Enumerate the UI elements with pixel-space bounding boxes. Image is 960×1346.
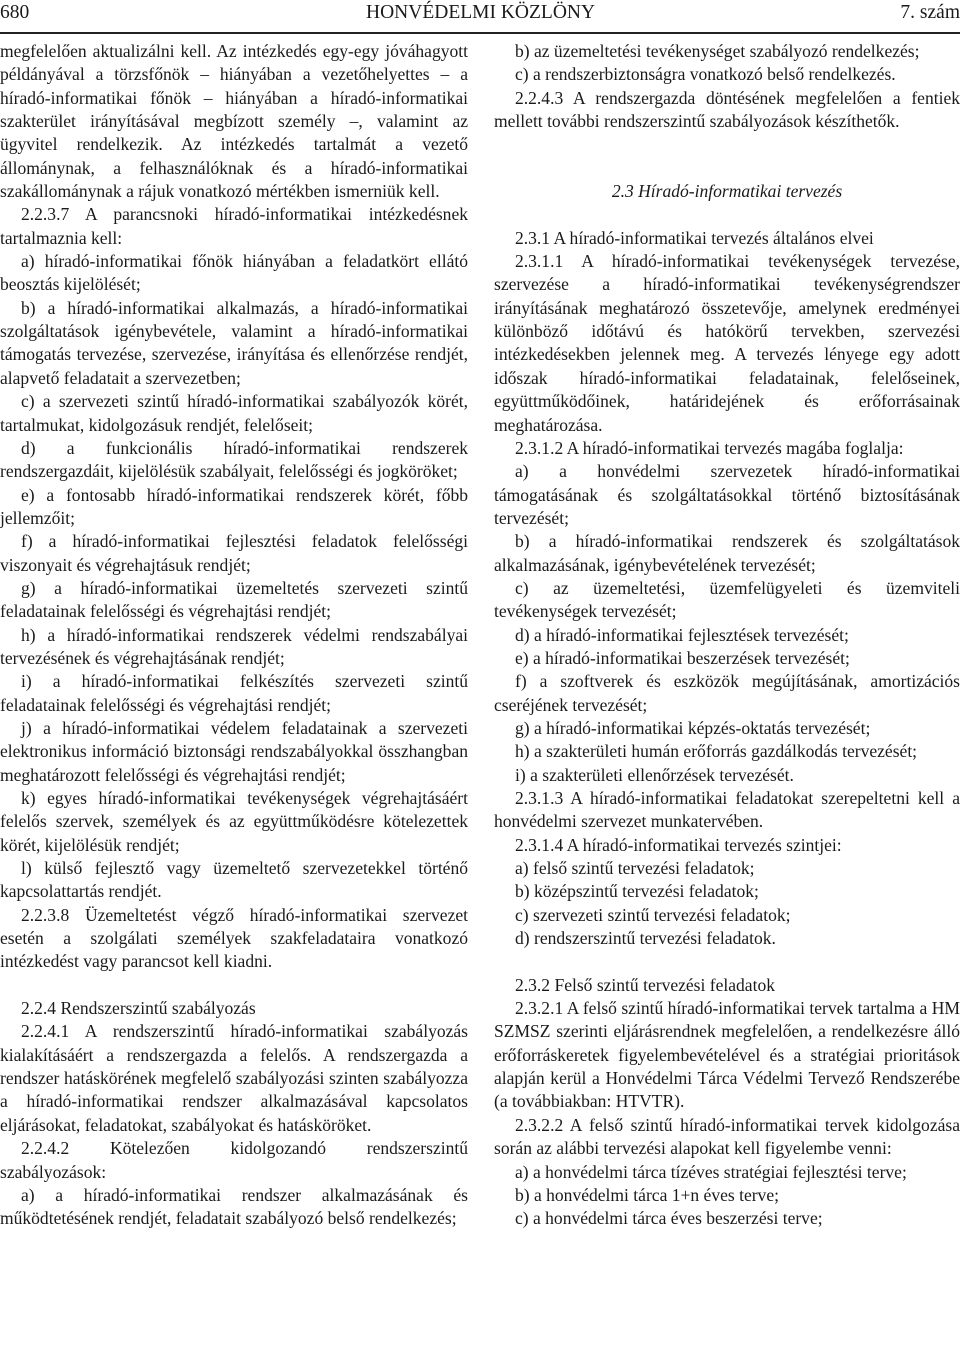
list-item: b) a híradó-informatikai alkalmazás, a híradó-informatikai szolgáltatások igénybevétele, valamint a híradó-informatikai támogatás tervezése, szervezése, irányítása és ellenőrzése rendjét, alapvető feladatait a szervezetben;	[0, 297, 468, 388]
list-item: a) a honvédelmi tárca tízéves stratégiai fejlesztési terve;	[515, 1161, 907, 1182]
journal-title: HONVÉDELMI KÖZLÖNY	[366, 2, 596, 23]
list-item: b) az üzemeltetési tevékenységet szabályozó rendelkezés;	[515, 41, 920, 61]
list-item: b) a híradó-informatikai rendszerek és szolgáltatások alkalmazásának, igénybevételének tervezését;	[494, 531, 960, 575]
list-item: a) a híradó-informatikai rendszer alkalmazásának és működtetésének rendjét, feladatait szabályozó belső rendelkezés;	[0, 1184, 468, 1229]
section-title: 2.3 Híradó-informatikai tervezés	[611, 181, 843, 202]
list-item: c) szervezeti szintű tervezési feladatok;	[515, 904, 791, 925]
right-column	[494, 40, 960, 1231]
list-item: f) a híradó-informatikai fejlesztési feladatok felelősségi viszonyait és végrehajtásuk rendjét;	[0, 531, 468, 575]
list-item: c) a szervezeti szintű híradó-informatikai szabályozók körét, tartalmukat, kidolgozásuk rendjét, felelőseit;	[0, 391, 468, 435]
list-item: b) a honvédelmi tárca 1+n éves terve;	[515, 1184, 779, 1205]
list-item: a) híradó-informatikai főnök hiányában a feladatkört ellátó beosztás kijelölését;	[0, 251, 468, 295]
list-item: h) a híradó-informatikai rendszerek védelmi rendszabályai tervezésének és végrehajtásának rendjét;	[0, 624, 468, 668]
list-item: b) középszintű tervezési feladatok;	[515, 881, 759, 902]
paragraph: 2.3.1.1 A híradó-informatikai tevékenységek tervezése, szervezése a híradó-informatikai tevékenységrendszer irányításának meghatározó összetevője, amelynek eredményei különböző időtávú és hatókörű tervekben, szervezési intézkedésekben jelennek meg. A tervezés lényege egy adott időszak híradó-informatikai feladatainak, felelőseinek, együttműködőinek, határidejének és erőforrásainak meghatározása.	[494, 251, 960, 435]
blank-line	[494, 133, 960, 180]
section-heading: 2.3.2 Felső szintű tervezési feladatok	[515, 974, 775, 995]
page-number: 680	[0, 2, 30, 23]
list-item: j) a híradó-informatikai védelem feladatainak a szervezeti elektronikus információ biztonsági rendszabályokkal összhangban meghatározott felelősségi és végrehajtási rendjét;	[0, 717, 468, 785]
list-item: h) a szakterületi humán erőforrás gazdálkodás tervezését;	[515, 741, 918, 762]
list-item: d) a híradó-informatikai fejlesztések tervezését;	[515, 624, 849, 645]
paragraph: 2.2.4.3 A rendszergazda döntésének megfelelően a fentiek mellett további rendszerszintű szabályozások készíthetők.	[494, 87, 960, 132]
header-rule	[0, 32, 960, 34]
section-heading: 2.2.4 Rendszerszintű szabályozás	[21, 998, 256, 1019]
paragraph: 2.3.1.3 A híradó-informatikai feladatokat szerepeltetni kell a honvédelmi szervezet munkatervében.	[494, 788, 960, 832]
paragraph: 2.2.3.7 A parancsnoki híradó-informatikai intézkedésnek tartalmaznia kell:	[0, 204, 468, 248]
paragraph: 2.3.2.2 A felső szintű híradó-informatikai tervek kidolgozása során az alábbi tervezési alapokat kell figyelembe venni:	[494, 1114, 960, 1159]
paragraph: 2.3.2.1 A felső szintű híradó-informatikai tervek tartalma a HM SZMSZ szerinti eljárásrendnek megfelelően, a rendelkezésre álló erőforráskeretek figyelembevételével és a stratégiai prioritások alapján kerül a Honvédelmi Tárca Védelmi Tervező Rendszerébe (a továbbiakban: HTVTR).	[494, 998, 960, 1112]
list-item: g) a híradó-informatikai üzemeltetés szervezeti szintű feladatainak felelősségi és végrehajtási rendjét;	[0, 577, 468, 622]
list-item: k) egyes híradó-informatikai tevékenységek végrehajtásáért felelős szervek, személyek és az együttműködésre kötelezettek körét, kijelölésük rendjét;	[0, 788, 468, 855]
paragraph: 2.2.3.8 Üzemeltetést végző híradó-informatikai szervezet esetén a szolgálati személyek szakfeladataira vonatkozó intézkedést vagy parancsot kell kiadni.	[0, 904, 468, 972]
paragraph: 2.2.4.1 A rendszerszintű híradó-informatikai szabályozás kialakításáért a rendszergazda a felelős. A rendszergazda a rendszer hatáskörének megfelelő szabályozási szinten szabályozza a híradó-informatikai rendszer alkalmazásával kapcsolatos eljárásokat, feladatokat, szabályokat és hatásköröket.	[0, 1021, 468, 1135]
issue-number: 7. szám	[900, 2, 960, 23]
list-item: g) a híradó-informatikai képzés-oktatás tervezését;	[515, 717, 871, 738]
paragraph: 2.3.1.4 A híradó-informatikai tervezés szintjei:	[515, 834, 842, 855]
paragraph: 2.3.1.2 A híradó-informatikai tervezés magába foglalja:	[515, 437, 904, 458]
list-item: i) a szakterületi ellenőrzések tervezését.	[515, 764, 794, 785]
left-column	[0, 40, 468, 1231]
list-item: l) külső fejlesztő vagy üzemeltető szervezetekkel történő kapcsolattartás rendjét.	[0, 858, 468, 902]
blank-line	[494, 203, 960, 226]
blank-line	[0, 974, 468, 997]
list-item: a) a honvédelmi szervezetek híradó-informatikai támogatásának és szolgáltatásokkal történő biztosításának tervezését;	[494, 461, 960, 528]
list-item: d) rendszerszintű tervezési feladatok.	[515, 928, 776, 949]
list-item: e) a fontosabb híradó-informatikai rendszerek körét, főbb jellemzőit;	[0, 484, 468, 528]
list-item: a) felső szintű tervezési feladatok;	[515, 858, 755, 879]
list-item: d) a funkcionális híradó-informatikai rendszerek rendszergazdáit, kijelölésük szabályait, felelősségi és jogköröket;	[0, 437, 468, 482]
running-header	[0, 0, 960, 26]
paragraph: megfelelően aktualizálni kell. Az intézkedés egy-egy jóváhagyott példányával a törzsfőnök – hiányában a vezetőhelyettes – a híradó-informatikai főnök – hiányában a híradó-informatikai szakterület irányításával megbízott személy –, valamint az ügyvitel rendelkezik. Az intézkedés tartalmát a vezető állománynak, a felhasználóknak és a híradó-informatikai szakállománynak a rájuk vonatkozó mértékben ismerniük kell.	[0, 41, 468, 202]
section-heading: 2.3.1 A híradó-informatikai tervezés általános elvei	[515, 227, 874, 248]
list-item: f) a szoftverek és eszközök megújításának, amortizációs cseréjének tervezését;	[494, 671, 960, 715]
list-item: c) a rendszerbiztonságra vonatkozó belső rendelkezés.	[515, 64, 896, 85]
paragraph: 2.2.4.2 Kötelezően kidolgozandó rendszerszintű szabályozások:	[0, 1138, 468, 1182]
blank-line	[494, 950, 960, 973]
list-item: i) a híradó-informatikai felkészítés szervezeti szintű feladatainak felelősségi és végrehajtási rendjét;	[0, 671, 468, 715]
list-item: c) az üzemeltetési, üzemfelügyeleti és üzemviteli tevékenységek tervezését;	[494, 577, 960, 622]
list-item: c) a honvédelmi tárca éves beszerzési terve;	[515, 1208, 823, 1229]
list-item: e) a híradó-informatikai beszerzések tervezését;	[515, 647, 850, 668]
